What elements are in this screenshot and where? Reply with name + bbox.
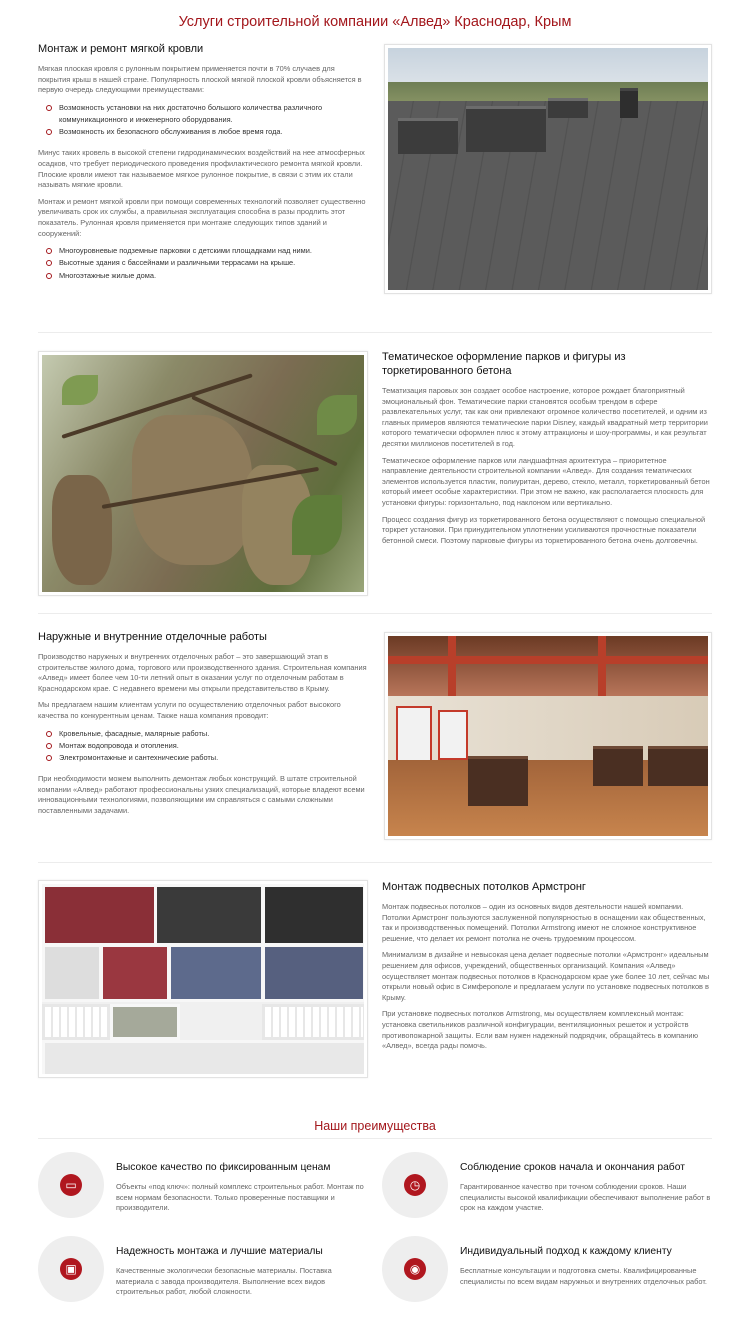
list-item: Электромонтажные и сантехнические работы. bbox=[46, 752, 368, 764]
list-item: Высотные здания с бассейнами и различными террасами на крыше. bbox=[46, 257, 368, 269]
advantage-title: Надежность монтажа и лучшие материалы bbox=[116, 1246, 323, 1257]
list-item: Многоэтажные жилые дома. bbox=[46, 270, 368, 282]
section-paragraph: Мягкая плоская кровля с рулонным покрытием применяется почти в 70% случаев для покрытия крыш в нашей стране. Популярность плоской мягкой плоской кровли объясняется в первую очередь следующими преимуществами: bbox=[38, 64, 362, 95]
feature-list bbox=[46, 245, 368, 282]
advantage-item bbox=[382, 1152, 712, 1222]
advantage-text: Гарантированное качество при точном соблюдении сроков. Наши специалисты высокой квалификации обеспечивают выполнение работ в срок на каждом участке. bbox=[460, 1182, 711, 1213]
section-paragraph: Процесс создания фигур из торкетированного бетона осуществляют с помощью специальной торкрет установки. При принудительном уплотнении усиливаются прочностные показатели бетонной смеси. Поэтому парковые фигуры из торкетированного бетона очень долговечны. bbox=[382, 514, 706, 545]
section-paragraph: Тематическое оформление парков или ландшафтная архитектура – приоритетное направление деятельности строительной компании «Алвед». Для создания тематических элементов используется пластик, полиуритан, дерево, стекло, металл, торкетированный бетон который имеет особые характеристики. При этом не важно, как располагается плоскость для установки фигуры: горизонтально, под наклоном или вертикально. bbox=[382, 455, 710, 507]
advantage-item bbox=[38, 1236, 368, 1306]
section-paragraph: Мы предлагаем нашим клиентам услуги по осуществлению отделочных работ высокого качества по конкурентным ценам. Также наша компания проводит: bbox=[38, 700, 341, 720]
section-paragraph: При необходимости можем выполнить демонтаж любых конструкций. В штате строительной компании «Алвед» работают профессиональны узких специализаций, которые владеют всеми инновационными технологиями, позволяющими им справляться с самыми сложными поставленными задачами. bbox=[38, 774, 365, 815]
ceilings-section bbox=[382, 880, 712, 1058]
advantage-title: Высокое качество по фиксированным ценам bbox=[116, 1162, 331, 1173]
advantage-title: Индивидуальный подход к каждому клиенту bbox=[460, 1246, 672, 1257]
parks-section bbox=[382, 350, 712, 552]
list-item: Многоуровневые подземные парковки с детскими площадками над ними. bbox=[46, 245, 368, 257]
list-item: Возможность их безопасного обслуживания в любое время года. bbox=[46, 126, 368, 138]
section-paragraph: При установке подвесных потолков Armstrong, мы осуществляем комплексный монтаж: установка светильников различной конфигурации, вентиляционных решеток и устройств противопожарной защиты. Если вам нужен надежный подрядчик, обращайтесь в компанию «Алвед», всегда рады помочь. bbox=[382, 1009, 698, 1051]
section-divider bbox=[38, 332, 712, 333]
section-paragraph: Монтаж и ремонт мягкой кровли при помощи современных технологий позволяет существенно увеличивать срок их службы, а правильная эксплуатация способна в разы продлить этот показатель. Рулонная кровля применяется при монтаже следующих типов зданий и сооружений: bbox=[38, 196, 366, 238]
lock-icon: ▣ bbox=[60, 1258, 82, 1280]
section-paragraph: Производство наружных и внутренних отделочных работ – это завершающий этап в строительстве жилого дома, торгового или производственного здания. Строительная компания «Алвед» имеет более чем 10-ти летний опыт в оказании услуг по отделочным работам в Краснодарском крае. С недавнего времени мы открыли представительство в Крыму. bbox=[38, 652, 367, 693]
section-title: Монтаж подвесных потолков Армстронг bbox=[382, 881, 586, 893]
advantage-item bbox=[382, 1236, 712, 1306]
finishing-section bbox=[38, 630, 368, 823]
page-title: Услуги строительной компании «Алвед» Краснодар, Крым bbox=[178, 14, 572, 30]
office-photo bbox=[384, 632, 712, 840]
feature-list bbox=[46, 728, 368, 765]
advantage-text: Объекты «под ключ»: полный комплекс строительных работ. Монтаж по всем нормам безопасности. Только проверенные поставщики и производители. bbox=[116, 1182, 364, 1213]
list-item: Кровельные, фасадные, малярные работы. bbox=[46, 728, 368, 740]
section-title: Монтаж и ремонт мягкой кровли bbox=[38, 43, 204, 55]
section-paragraph: Тематизация паровых зон создает особое настроение, которое рождает благоприятный эмоциональный фон. Тематические парки становятся особым трендом в сфере развлекательных услуг, так как они привлекают огромное количество посетителей, и одним из главных примеров являются тематические парки Disney, каждый квадратный метр территории которого тематически оформлен плюс к этому аттракционы и шоу-программы, и как результат десятки миллионов посетителей в год. bbox=[382, 386, 708, 448]
section-paragraph: Монтаж подвесных потолков – один из основных видов деятельности нашей компании. Потолки Армстронг пользуются заслуженной популярностью в оснащении как общественных, так и производственных помещений. Потолки Armstrong имеют не сложное конструктивное решение, что делает их ремонт потолка не очень трудоемким процессом. bbox=[382, 902, 706, 943]
advantage-text: Качественные экологически безопасные материалы. Поставка материала с завода производителя. Выполнение всех видов строительных работ, любой сложности. bbox=[116, 1266, 332, 1297]
park-photo bbox=[38, 351, 368, 596]
section-paragraph: Минимализм в дизайне и невысокая цена делает подвесные потолки «Армстронг» идеальным решением для офисов, учреждений, общественных организаций. Компания «Алвед» осуществляет монтаж подвесных потолков в Краснодарском крае уже более 10 лет, сейчас мы открыли новый офис в Симферополе и предлагаем услуги по установке подвесных потолков в Крыму. bbox=[382, 950, 710, 1002]
list-item: Монтаж водопровода и отопления. bbox=[46, 740, 368, 752]
roofing-section bbox=[38, 42, 368, 292]
section-title: Наружные и внутренние отделочные работы bbox=[38, 631, 267, 643]
wallet-icon: ▭ bbox=[60, 1174, 82, 1196]
advantage-text: Бесплатные консультации и подготовка сметы. Квалифицированные специалисты по всем видам наружных и внутренних отделочных работ. bbox=[460, 1266, 707, 1286]
section-divider bbox=[38, 1138, 712, 1139]
clock-icon: ◷ bbox=[404, 1174, 426, 1196]
feature-list bbox=[46, 102, 368, 139]
advantage-item bbox=[38, 1152, 368, 1222]
advantage-title: Соблюдение сроков начала и окончания работ bbox=[460, 1162, 685, 1173]
advantages-title: Наши преимущества bbox=[314, 1119, 436, 1133]
chat-icon: ◉ bbox=[404, 1258, 426, 1280]
section-paragraph: Минус таких кровель в высокой степени гидродинамических воздействий на нее атмосферных осадков, что требует периодического проведения профилактического ремонта мягкой кровли. Плоские кровли имеют так называемое мягкое рулонное покрытие, в связи с этим их стали называть мягкие кровли. bbox=[38, 148, 365, 190]
list-item: Возможность установки на них достаточно большого количества различного коммуникационного и инженерного оборудования. bbox=[46, 102, 368, 126]
ceiling-photo bbox=[38, 880, 368, 1078]
section-divider bbox=[38, 862, 712, 863]
section-title: Тематическое оформление парков и фигуры из торкетированного бетона bbox=[382, 351, 626, 377]
roof-photo bbox=[384, 44, 712, 294]
section-divider bbox=[38, 613, 712, 614]
